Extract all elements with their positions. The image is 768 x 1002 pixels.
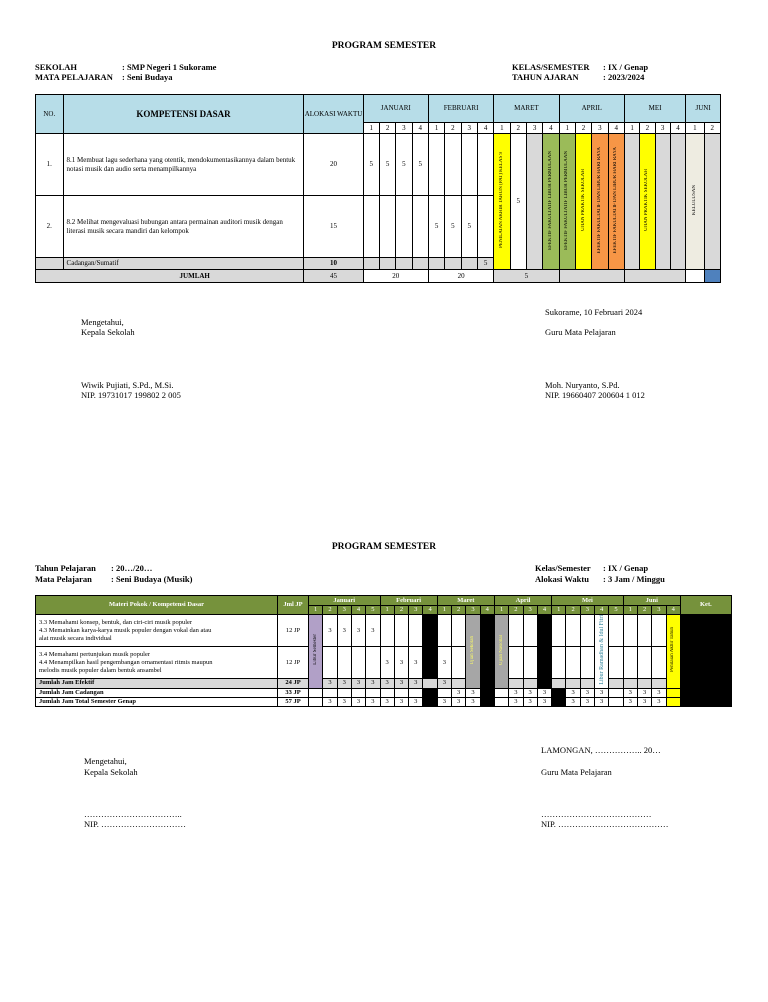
header-mei: MEI (624, 95, 685, 123)
materi-cell: 3.4 Memahami pertunjukan musik populer 4.4 Menampilkan hasil pengembangan ornamentasi ritmis maupun melodis musik populer dalam bentuk ansambel (36, 647, 278, 678)
jumlah-label: JUMLAH (36, 270, 304, 283)
kelas-value-2: : IX / Genap (603, 563, 649, 573)
table-row: 3.3 Memahami konsep, bentuk, dan ciri-ciri musik populer 4.3 Memainkan karya-karya musik populer dengan vokal dan atau alat musik secara individual 12 JP Libur Semester 3 3 3 3 Ujian Sekolah Ujian Nasional Libur Ramadhan & Idul Fitri Penilaian Akhir Tahun (36, 615, 732, 647)
tahun-pelajaran-label: Tahun Pelajaran (35, 563, 96, 573)
mapel-value: : Seni Budaya (122, 72, 173, 82)
mapel-label: MATA PELAJARAN (35, 72, 113, 82)
table-row: 3.4 Memahami pertunjukan musik populer 4.4 Menampilkan hasil pengembangan ornamentasi ritmis maupun melodis musik populer dalam bentuk ansambel 12 JP 3 3 3 3 (36, 647, 732, 678)
header-jml: Jml JP (278, 596, 309, 615)
vertical-label: PENILAIAN AKHIR TAHUN (PAT) KELAS 9 (498, 152, 504, 248)
header-juni: JUNI (686, 95, 721, 123)
right-title-2: Guru Mata Pelajaran (541, 767, 612, 777)
left-title-1: Mengetahui, (81, 317, 124, 327)
header-alokasi: ALOKASI WAKTU (304, 95, 363, 134)
tahun-value: : 2023/2024 (603, 72, 645, 82)
right-title: Guru Mata Pelajaran (545, 327, 616, 337)
left-name: Wiwik Pujiati, S.Pd., M.Si. (81, 380, 174, 390)
total-row: Jumlah Jam Cadangan 33 JP 3 3 3 3 3 3 3 3 3 3 3 (36, 688, 732, 697)
doc2-title: PROGRAM SEMESTER (331, 542, 437, 552)
tahun-pelajaran-value: : 20…/20… (111, 563, 153, 573)
maret-value: 5 (510, 134, 526, 270)
right-nip-2: NIP. ………………………………… (541, 819, 669, 829)
week-number-row: 1 2 3 4 1 2 3 4 1 2 3 4 1 2 3 4 1 2 3 4 1 2 (36, 123, 721, 134)
header-maret: MARET (494, 95, 559, 123)
sekolah-value: : SMP Negeri 1 Sukorame (122, 62, 217, 72)
mapel-label-2: Mata Pelajaran (35, 574, 92, 584)
header-februari: FEBRUARI (428, 95, 493, 123)
sekolah-label: SEKOLAH (35, 62, 78, 72)
header-materi: Materi Pokok / Kompetensi Dasar (36, 596, 278, 615)
jumlah-row: JUMLAH 45 20 20 5 (36, 270, 721, 283)
header-kd: KOMPETENSI DASAR (63, 95, 304, 134)
kd-text: 8.2 Melihat mengevaluasi hubungan antara permainan auditori musik dengan literasi musik secara mandiri dan kelompok (63, 196, 304, 258)
place-date-2: LAMONGAN, …………….. 20… (541, 745, 661, 755)
program-semester-table-2: Materi Pokok / Kompetensi Dasar Jml JP Januari Februari Maret April Mei Juni Ket. 1 2 3 4 5 1 2 3 4 1 2 3 4 1 2 3 4 1 2 3 4 5 1 2 3 4 3.3 Memahami konsep, bentuk, dan ciri-ciri musik populer 4.3 Memainkan karya-karya musik populer dengan vokal dan atau alat musik secara individual 12 JP Libur Semester 3 3 3 3 Ujian Sekolah Ujian Nasional Libur Ramadhan & Idul Fitri Penilaian Akhir Tahun 3.4 Memahami pertunjukan musik populer 4.4 Menampilkan hasil pengembangan ornamentasi ritmis maupun melodis musik populer dalam bentuk ansambel 12 JP 3 3 3 3 Jumlah Jam Efektif 24 JP 3 3 3 3 3 3 3 3 Jumlah Jam Cadangan 33 JP 3 3 3 3 3 3 3 3 3 3 3 Jumlah Jam Total Semester Genap 57 JP 3 3 3 3 3 3 3 3 3 3 3 3 3 3 3 3 3 3 3 (35, 595, 732, 707)
left-title-2-2: Kepala Sekolah (84, 767, 138, 777)
alokasi-label-2: Alokasi Waktu (535, 574, 589, 584)
mapel-value-2: : Seni Budaya (Musik) (111, 574, 193, 584)
right-name-dots: ………………………………… (541, 809, 652, 819)
table-row: 2. 8.2 Melihat mengevaluasi hubungan antara permainan auditori musik dengan literasi musik secara mandiri dan kelompok 15 5 5 5 (36, 196, 721, 258)
total-row: Jumlah Jam Total Semester Genap 57 JP 3 3 3 3 3 3 3 3 3 3 3 3 3 3 3 3 3 3 3 (36, 697, 732, 706)
program-semester-table-1 (35, 94, 721, 283)
place-date: Sukorame, 10 Februari 2024 (545, 307, 643, 317)
cadangan-row: Cadangan/Sumatif 10 5 (36, 258, 721, 270)
right-nip: NIP. 19660407 200604 1 012 (545, 390, 645, 400)
left-title-1-2: Mengetahui, (84, 756, 127, 766)
left-nip: NIP. 19731017 199802 2 005 (81, 390, 181, 400)
kelas-label-2: Kelas/Semester (535, 563, 591, 573)
header-januari: JANUARI (363, 95, 428, 123)
alokasi-value-2: : 3 Jam / Minggu (603, 574, 665, 584)
kd-text: 8.1 Membuat lagu sederhana yang otentik, mendokumentasikannya dalam bentuk notasi musik dan audio serta menampilkannya (63, 134, 304, 196)
header-april: APRIL (559, 95, 624, 123)
kelas-label: KELAS/SEMESTER (512, 62, 590, 72)
tahun-label: TAHUN AJARAN (512, 72, 579, 82)
week-number-row-2: 1 2 3 4 5 1 2 3 4 1 2 3 4 1 2 3 4 1 2 3 4 5 1 2 3 4 (36, 606, 732, 615)
materi-cell: 3.3 Memahami konsep, bentuk, dan ciri-ciri musik populer 4.3 Memainkan karya-karya musik populer dengan vokal dan atau alat musik secara individual (36, 615, 278, 647)
left-title-2: Kepala Sekolah (81, 327, 135, 337)
left-nip-2: NIP. ………………………… (84, 819, 187, 829)
right-name: Moh. Nuryanto, S.Pd. (545, 380, 620, 390)
left-name-dots: …………………………….. (84, 809, 182, 819)
total-row: Jumlah Jam Efektif 24 JP 3 3 3 3 3 3 3 3 (36, 678, 732, 688)
table-row: 1. 8.1 Membuat lagu sederhana yang otentik, mendokumentasikannya dalam bentuk notasi musik dan audio serta menampilkannya 20 5 5 5 5 PENILAIAN AKHIR TAHUN (PAT) KELAS 9 5 EFEKTIF FAKULTATIF LIBUR PERMULAAN EFEKTIF FAKULTATIF LIBUR PERMULAAN UJIAN PRAKTIK SEKOLAH EFEKTIF FAKULTATIF DAN LIBUR HARI RAYA EFEKTIF FAKULTATIF DAN LIBUR HARI RAYA UJIAN PRAKTIK SEKOLAH KELULUSAN (36, 134, 721, 196)
kelas-value: : IX / Genap (603, 62, 649, 72)
header-no: NO. (36, 95, 64, 134)
doc1-title: PROGRAM SEMESTER (331, 41, 437, 51)
